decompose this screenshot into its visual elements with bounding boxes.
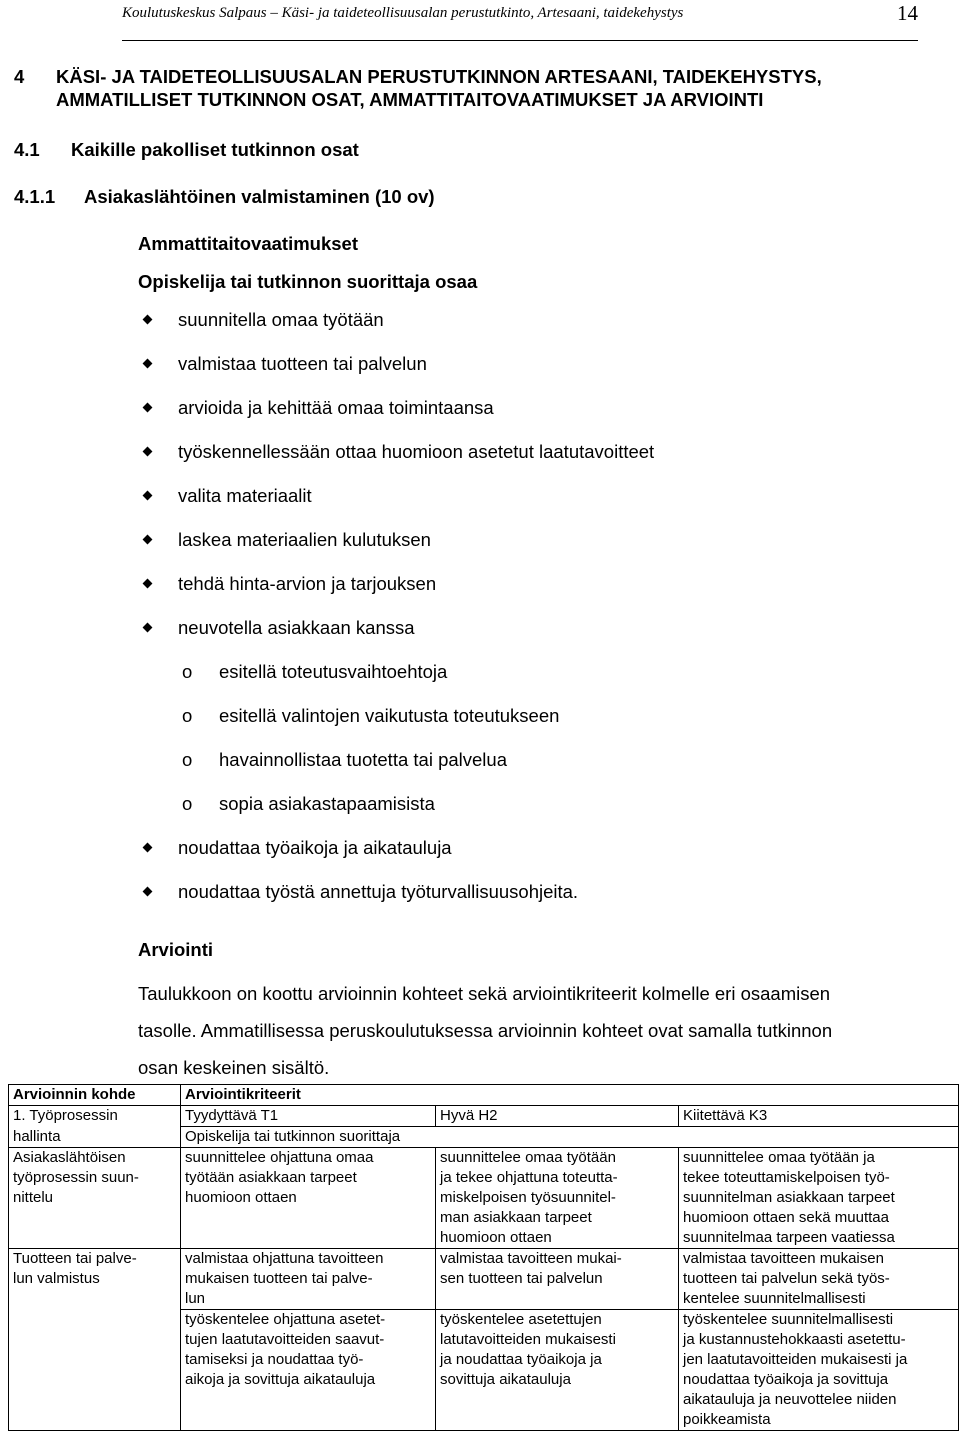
assessment-heading: Arviointi [138,939,214,960]
circle-bullet-icon: o [182,749,193,770]
table-cell-target [9,1310,181,1431]
column-header-criteria: Arviointikriteerit [181,1085,959,1106]
diamond-bullet-icon [143,843,153,853]
level-h2: Hyvä H2 [436,1106,679,1127]
table-cell-t1: valmistaa ohjattuna tavoitteen mukaisen tuotteen tai palve- lun [181,1249,436,1310]
list-item-text: tehdä hinta-arvion ja tarjouksen [178,573,437,594]
sub-list-item-text: havainnollistaa tuotetta tai palvelua [219,749,507,770]
diamond-bullet-icon [143,535,153,545]
table-cell-h2: valmistaa tavoitteen mukai- sen tuotteen tai palvelun [436,1249,679,1310]
diamond-bullet-icon [143,579,153,589]
table-cell-k3: suunnittelee omaa työtään ja tekee toteuttamiskelpoisen työ- suunnitelman asiakkaan tarpeet huomioon ottaen sekä muuttaa suunnitelmaa tarpeen vaatiessa [679,1148,959,1249]
circle-bullet-icon: o [182,661,193,682]
table-cell-target: hallinta [9,1127,181,1148]
subsection-number: 4.1.1 [14,186,56,207]
list-item [138,836,948,880]
table-row [9,1127,959,1148]
list-item [138,308,948,352]
diamond-bullet-icon [143,403,153,413]
list-item-text: työskennellessään ottaa huomioon asetetut laatutavoitteet [178,441,655,462]
list-item-text: noudattaa työaikoja ja aikatauluja [178,837,452,858]
sub-list-item-text: esitellä toteutusvaihtoehtoja [219,661,448,682]
table-cell-target: Tuotteen tai palve- lun valmistus [9,1249,181,1310]
paragraph-line: osan keskeinen sisältö. [138,1057,330,1078]
circle-bullet-icon: o [182,705,193,726]
table-cell-target: 1. Työprosessin [9,1106,181,1127]
table-cell-target: Asiakaslähtöisen työprosessin suun- nittelu [9,1148,181,1249]
sub-list-item [138,792,948,836]
list-item [138,880,948,924]
list-item-text: suunnitella omaa työtään [178,309,384,330]
sub-list-item [138,704,948,748]
section-heading [14,138,359,162]
level-t1: Tyydyttävä T1 [181,1106,436,1127]
requirements-list [138,308,948,924]
table-row [9,1148,959,1249]
list-item-text: laskea materiaalien kulutuksen [178,529,431,550]
list-item [138,440,948,484]
sub-list-item [138,660,948,704]
list-item-text: arvioida ja kehittää omaa toimintaansa [178,397,494,418]
table-header-row [9,1085,959,1106]
diamond-bullet-icon [143,623,153,633]
table-cell-k3: valmistaa tavoitteen mukaisen tuotteen tai palvelun sekä työs- kentelee suunnitelmallisesti [679,1249,959,1310]
assessment-table [8,1084,959,1431]
section-number: 4.1 [14,139,40,160]
paragraph-line: tasolle. Ammatillisessa peruskoulutuksessa arvioinnin kohteet ovat samalla tutkinnon [138,1020,833,1041]
list-item [138,484,948,528]
table-cell-h2: työskentelee asetettujen latutavoitteiden mukaisesti ja noudattaa työaikoja ja sovittuja aikatauluja [436,1310,679,1431]
criteria-intro: Opiskelija tai tutkinnon suorittaja [181,1127,959,1148]
page-header [122,1,918,41]
diamond-bullet-icon [143,315,153,325]
assessment-paragraph [138,975,953,1086]
sub-list-item-text: esitellä valintojen vaikutusta toteutukseen [219,705,560,726]
table-cell-t1: työskentelee ohjattuna asetet- tujen laatutavoitteiden saavut- tamiseksi ja noudattaa työ- aikoja ja sovittuja aikatauluja [181,1310,436,1431]
list-item [138,616,948,660]
table-row [9,1310,959,1431]
header-text: Koulutuskeskus Salpaus – Käsi- ja taideteollisuusalan perustutkinto, Artesaani, taidekehystys [122,5,684,21]
main-heading-line-1: KÄSI- JA TAIDETEOLLISUUSALAN PERUSTUTKINNON ARTESAANI, TAIDEKEHYSTYS, [56,66,822,87]
main-heading-line-2: AMMATILLISET TUTKINNON OSAT, AMMATTITAITOVAATIMUKSET JA ARVIOINTI [56,89,764,110]
sub-list-item [138,748,948,792]
level-k3: Kiitettävä K3 [679,1106,959,1127]
section-title: Kaikille pakolliset tutkinnon osat [71,139,359,160]
table-row [9,1106,959,1127]
list-item [138,528,948,572]
paragraph-line: Taulukkoon on koottu arvioinnin kohteet sekä arviointikriteerit kolmelle eri osaamisen [138,983,831,1004]
table-cell-h2: suunnittelee omaa työtään ja tekee ohjattuna toteutta- miskelpoisen työsuunnitel- man asiakkaan tarpeet huomioon ottaen [436,1148,679,1249]
diamond-bullet-icon [143,447,153,457]
list-item-text: valita materiaalit [178,485,312,506]
list-item [138,352,948,396]
subsection-heading [14,185,435,209]
list-item-text: neuvotella asiakkaan kanssa [178,617,415,638]
list-item [138,572,948,616]
list-item-text: valmistaa tuotteen tai palvelun [178,353,427,374]
requirements-block [138,232,948,924]
diamond-bullet-icon [143,887,153,897]
requirements-intro: Opiskelija tai tutkinnon suorittaja osaa [138,271,478,292]
table-row [9,1249,959,1310]
diamond-bullet-icon [143,359,153,369]
diamond-bullet-icon [143,491,153,501]
main-heading-number: 4 [14,66,25,87]
page-number: 14 [897,1,918,25]
requirements-heading: Ammattitaitovaatimukset [138,233,359,254]
list-item-text: noudattaa työstä annettuja työturvallisuusohjeita. [178,881,579,902]
subsection-title: Asiakaslähtöinen valmistaminen (10 ov) [84,186,435,207]
table-cell-t1: suunnittelee ohjattuna omaa työtään asiakkaan tarpeet huomioon ottaen [181,1148,436,1249]
list-item [138,396,948,440]
circle-bullet-icon: o [182,793,193,814]
column-header-target: Arvioinnin kohde [9,1085,181,1106]
table-cell-k3: työskentelee suunnitelmallisesti ja kustannustehokkaasti asetettu- jen laatutavoitteiden mukaisesti ja noudattaa työaikoja ja sovittuja aikatauluja ja neuvottelee niiden poikkeamista [679,1310,959,1431]
sub-list-item-text: sopia asiakastapaamisista [219,793,435,814]
